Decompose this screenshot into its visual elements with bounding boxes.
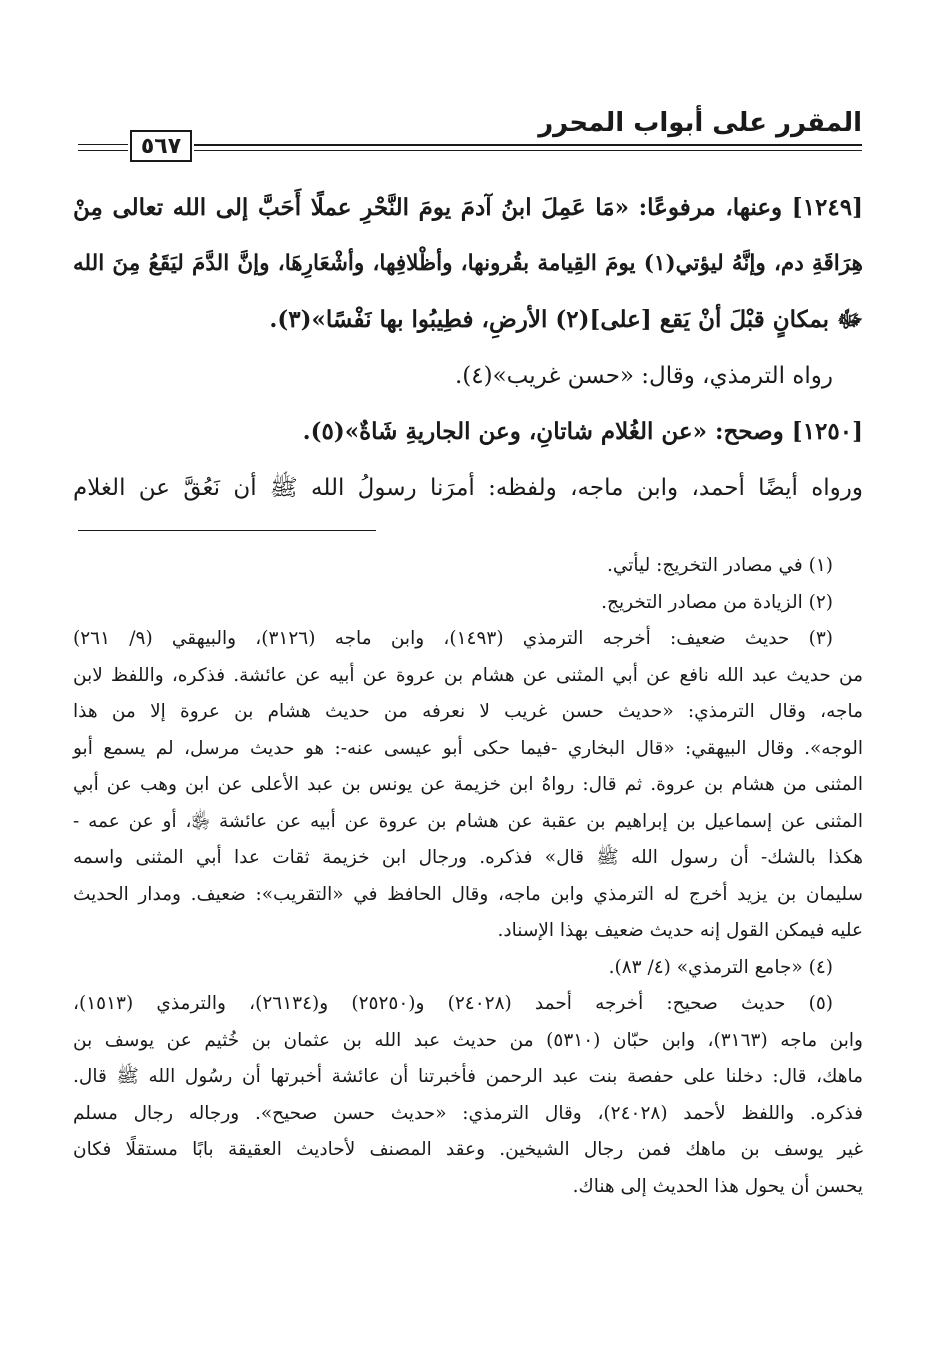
hadith-line: [١٢٥٠] وصحح: «عن الغُلام شاتانِ، وعن الجاريةِ شَاةٌ»(٥). bbox=[302, 418, 863, 445]
page-number: ٥٦٧ bbox=[130, 130, 192, 162]
hadith-line: [١٢٤٩] وعنها، مرفوعًا: «مَا عَمِلَ ابنُ آدمَ يومَ النَّحْرِ عملًا أَحَبَّ إلى الله تعالى مِنْ bbox=[73, 194, 863, 221]
footnote-line: ماجه، وقال الترمذي: «حديث حسن غريب لا نعرفه من حديث هشام بن عروة إلا من هذا bbox=[73, 701, 863, 722]
footnote-line: (٤) «جامع الترمذي» (٤/ ٨٣). bbox=[608, 956, 833, 978]
header-rule bbox=[78, 144, 128, 145]
footnote-line: فذكره. واللفظ لأحمد (٢٤٠٢٨)، وقال الترمذي: «حديث حسن صحيح». ورجاله رجال مسلم bbox=[73, 1102, 863, 1124]
footnote-line: المثنى من هشام بن عروة. ثم قال: رواهُ ابن خزيمة عن يونس بن عبد الأعلى عن ابن وهب عن أبي bbox=[73, 774, 863, 795]
footnote-separator bbox=[78, 530, 376, 531]
footnote-line: هكذا بالشك- أن رسول الله ﷺ قال» فذكره. ورجال ابن خزيمة ثقات عدا أبي المثنى واسمه bbox=[73, 847, 863, 868]
footnote-line: سليمان بن يزيد أخرج له الترمذي وابن ماجه، وقال الحافظ في «التقريب»: ضعيف. ومدار الحديث bbox=[73, 883, 863, 905]
footnote-line: ماهك، قال: دخلنا على حفصة بنت عبد الرحمن فأخبرتنا أن عائشة أخبرتها أن رسُول الله ﷺ قال. bbox=[73, 1066, 863, 1087]
hadith-line: رواه الترمذي، وقال: «حسن غريب»(٤). bbox=[454, 363, 833, 389]
hadith-line: ﷻ بمكانٍ قبْلَ أنْ يَقع [على](٢) الأرضِ، فطِيبُوا بها نَفْسًا»(٣). bbox=[269, 306, 863, 333]
footnote-line: (٣) حديث ضعيف: أخرجه الترمذي (١٤٩٣)، وابن ماجه (٣١٢٦)، والبيهقي (٩/ ٢٦١) bbox=[73, 628, 833, 649]
footnote-line: المثنى عن إسماعيل بن إبراهيم بن عقبة عن هشام بن عروة عن أبيه عن عائشة ﵂، أو عن عمه - bbox=[73, 810, 863, 832]
footnote-line: يحسن أن يحول هذا الحديث إلى هناك. bbox=[572, 1175, 863, 1197]
footnote-line: (٥) حديث صحيح: أخرجه أحمد (٢٤٠٢٨) و(٢٥٢٥٠) و(٢٦١٣٤)، والترمذي (١٥١٣)، bbox=[73, 993, 834, 1014]
footnote-line: (١) في مصادر التخريج: ليأتي. bbox=[606, 555, 833, 576]
footnote-line: من حديث عبد الله نافع عن أبي المثنى عن هشام بن عروة عن أبيه عن عائشة. فذكره، واللفظ لابن bbox=[73, 664, 863, 686]
footnote-line: غير يوسف بن ماهك فمن رجال الشيخين. وعقد المصنف لأحاديث العقيقة بابًا مستقلًا فكان bbox=[73, 1139, 863, 1160]
footnote-line: وابن ماجه (٣١٦٣)، وابن حبّان (٥٣١٠) من حديث عبد الله بن عثمان بن خُثيم عن يوسف بن bbox=[73, 1029, 863, 1051]
main-text bbox=[73, 180, 863, 516]
header-rule bbox=[78, 150, 128, 151]
hadith-line: هِرَاقَةِ دم، وإنَّهُ ليؤتي(١) يومَ القِيامة بقُرونها، وأظْلافِها، وأشْعَارِهَا، وإنَّ الدَّمَ ليَقَعُ مِنَ الله bbox=[73, 251, 863, 276]
header-rule bbox=[194, 144, 862, 146]
page-header bbox=[78, 104, 862, 168]
hadith-line: ورواه أيضًا أحمد، وابن ماجه، ولفظه: أمرَنا رسولُ الله ﷺ أن نَعُقَّ عن الغلام bbox=[73, 475, 863, 501]
footnotes bbox=[73, 548, 863, 1205]
header-rule bbox=[194, 150, 862, 151]
footnote-line: عليه فيمكن القول إنه حديث ضعيف بهذا الإسناد. bbox=[497, 920, 863, 941]
book-title: المقرر على أبواب المحرر bbox=[538, 108, 862, 138]
footnote-line: الوجه». وقال البيهقي: «قال البخاري -فيما حكى أبو عيسى عنه-: هو حديث مرسل، لم يسمع أبو bbox=[73, 737, 863, 759]
footnote-line: (٢) الزيادة من مصادر التخريج. bbox=[601, 591, 833, 613]
